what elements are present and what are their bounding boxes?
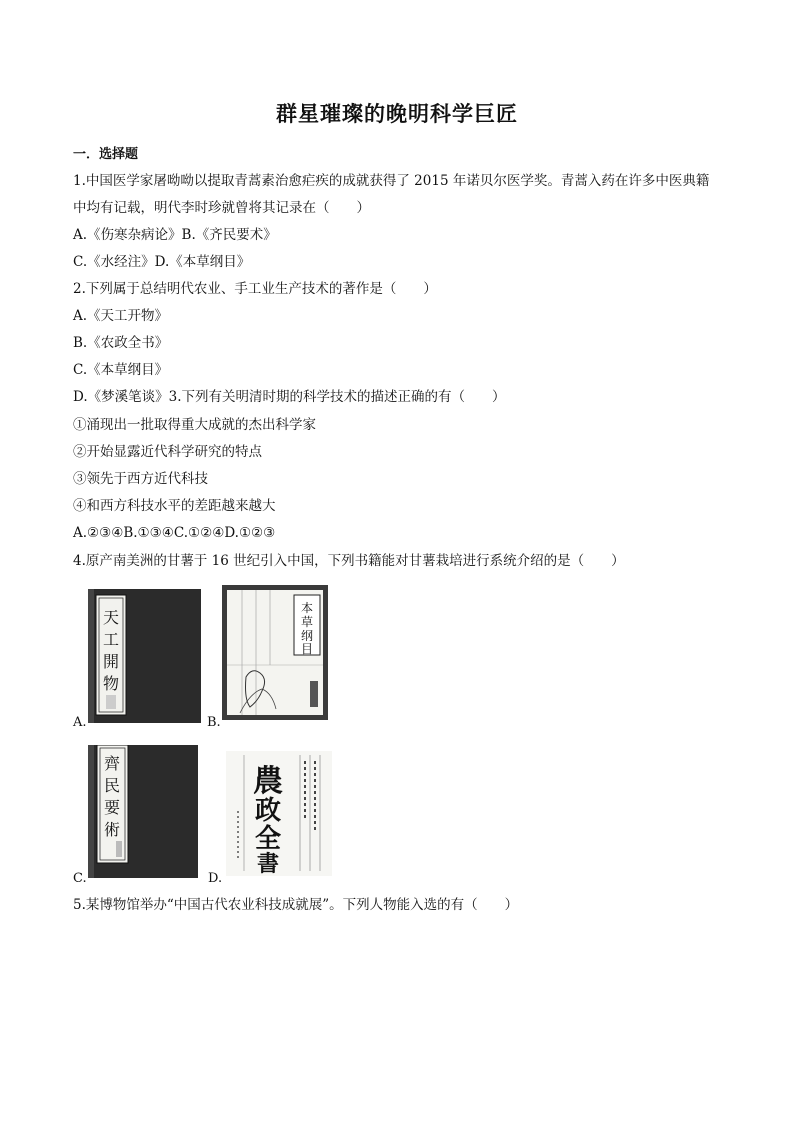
cover-c-char-4: 術 bbox=[103, 820, 121, 839]
cover-d-char-2: 政 bbox=[254, 796, 282, 826]
book-cover-qimin-yaoshu bbox=[88, 745, 198, 878]
cover-a-char-4: 物 bbox=[102, 674, 120, 693]
cover-c-char-2: 民 bbox=[103, 776, 121, 795]
cover-b-char-4: 目 bbox=[300, 642, 314, 656]
q2-option-a: A.《天工开物》 bbox=[73, 308, 169, 324]
q3-statement-1: ①涌现出一批取得重大成就的杰出科学家 bbox=[73, 417, 316, 433]
book-cover-tiangong-kaiwu bbox=[88, 589, 201, 723]
q4-stem: 4.原产南美洲的甘薯于 16 世纪引入中国，下列书籍能对甘薯栽培进行系统介绍的是（ ） bbox=[73, 553, 625, 569]
q2-stem: 2.下列属于总结明代农业、手工业生产技术的著作是（ ） bbox=[73, 281, 437, 297]
book-cover-nongzheng-quanshu bbox=[226, 751, 332, 876]
q3-options: A.②③④B.①③④C.①②④D.①②③ bbox=[73, 525, 276, 541]
q3-statement-2: ②开始显露近代科学研究的特点 bbox=[73, 444, 262, 460]
q4-label-c: C. bbox=[73, 871, 87, 886]
q2-option-b: B.《农政全书》 bbox=[73, 335, 169, 351]
q2-option-d-q3-stem: D.《梦溪笔谈》3.下列有关明清时期的科学技术的描述正确的有（ ） bbox=[73, 389, 506, 405]
cover-a-char-3: 開 bbox=[102, 652, 120, 671]
q4-label-d: D. bbox=[208, 871, 223, 886]
cover-c-char-3: 要 bbox=[103, 798, 121, 817]
q1-stem-line2: 中均有记载，明代李时珍就曾将其记录在（ ） bbox=[73, 200, 370, 216]
q5-stem: 5.某博物馆举办“中国古代农业科技成就展”。下列人物能入选的有（ ） bbox=[73, 897, 519, 913]
q3-statement-4: ④和西方科技水平的差距越来越大 bbox=[73, 498, 276, 514]
cover-d-char-3: 全 bbox=[254, 824, 282, 854]
section-heading: 一．选择题 bbox=[73, 147, 139, 162]
q4-label-b: B. bbox=[207, 715, 221, 730]
q4-label-a: A. bbox=[73, 715, 87, 730]
q2-option-c: C.《本草纲目》 bbox=[73, 362, 169, 378]
book-cover-bencao-gangmu bbox=[222, 585, 328, 720]
q1-options-ab: A.《伤寒杂病论》B.《齐民要术》 bbox=[73, 227, 277, 243]
q1-stem-line1: 1.中国医学家屠呦呦以提取青蒿素治愈疟疾的成就获得了 2015 年诺贝尔医学奖。青蒿入药在许多中医典籍 bbox=[73, 173, 710, 189]
cover-b-char-2: 草 bbox=[300, 615, 314, 629]
cover-d-char-1: 農 bbox=[253, 764, 283, 799]
q1-options-cd: C.《水经注》D.《本草纲目》 bbox=[73, 254, 251, 270]
cover-d-char-4: 書 bbox=[256, 851, 280, 876]
cover-a-char-1: 天 bbox=[102, 608, 120, 627]
page-title: 群星璀璨的晚明科学巨匠 bbox=[276, 101, 518, 126]
q3-statement-3: ③领先于西方近代科技 bbox=[73, 471, 208, 487]
cover-b-char-1: 本 bbox=[300, 601, 314, 615]
cover-b-char-3: 纲 bbox=[300, 629, 314, 643]
cover-a-char-2: 工 bbox=[102, 630, 120, 649]
cover-c-char-1: 齊 bbox=[103, 754, 121, 773]
